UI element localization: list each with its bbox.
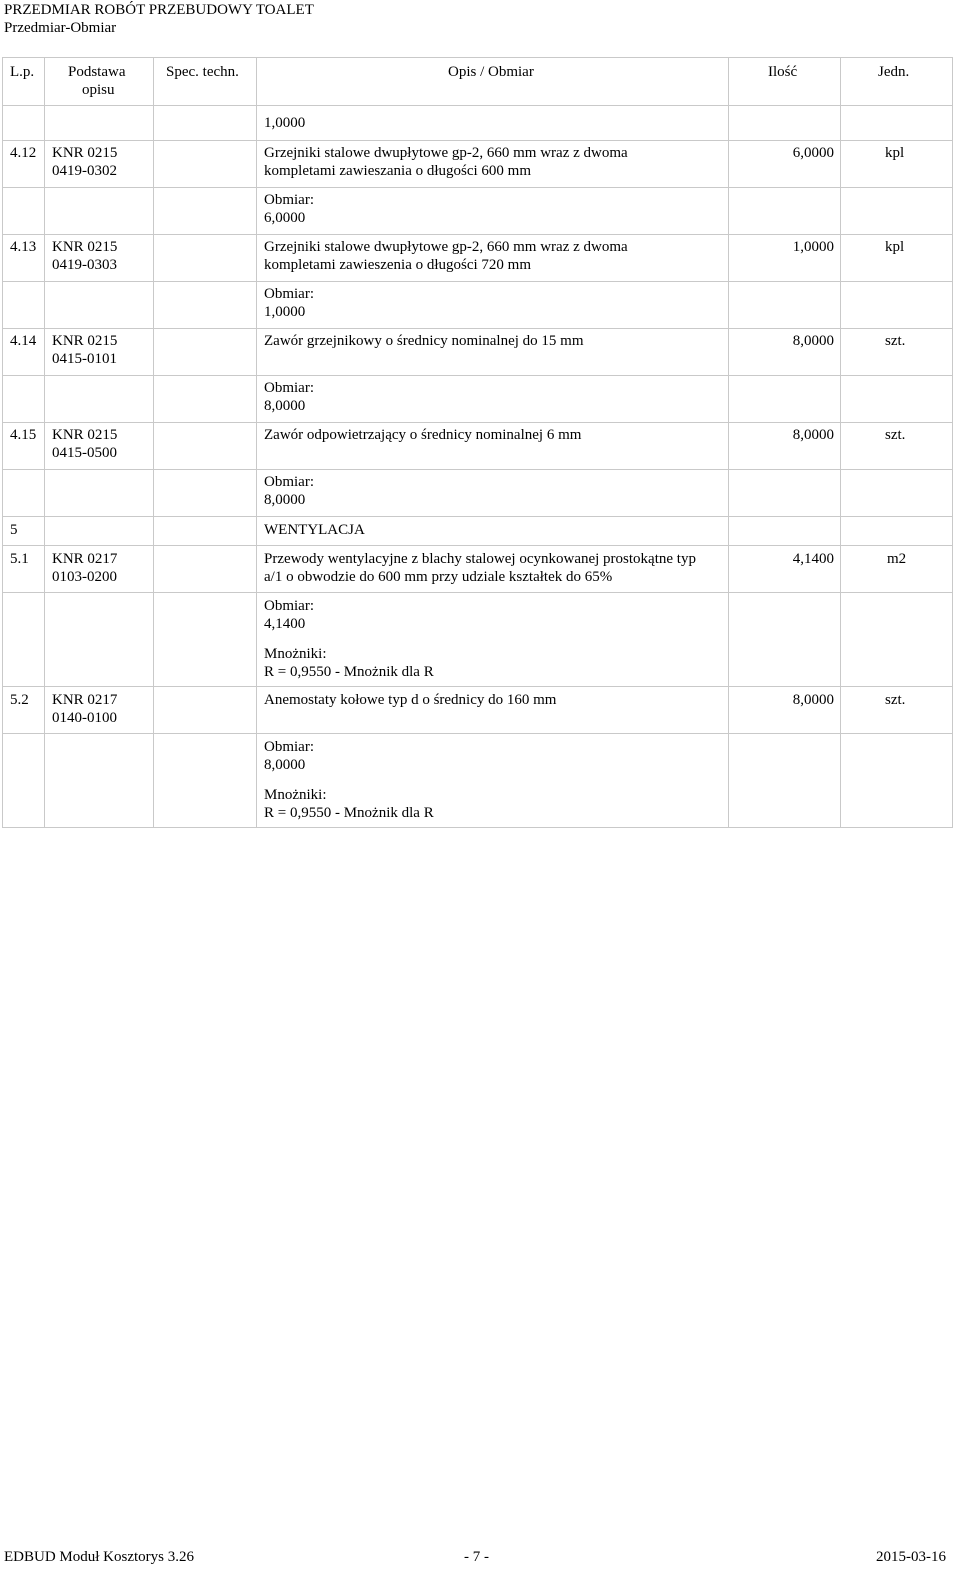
row-knr: KNR 0215 — [52, 145, 118, 161]
row-description: Anemostaty kołowe typ d o średnicy do 160 mm — [264, 692, 557, 708]
row-divider — [2, 516, 953, 517]
row-quantity: 6,0000 — [792, 145, 834, 161]
row-knr-code: 0140-0100 — [52, 710, 117, 726]
column-divider — [256, 57, 257, 828]
row-divider — [2, 545, 953, 546]
row-description: Zawór odpowietrzający o średnicy nominalnej 6 mm — [264, 427, 582, 443]
footer-software: EDBUD Moduł Kosztorys 3.26 — [4, 1549, 194, 1565]
row-knr-code: 0419-0302 — [52, 163, 117, 179]
row-quantity: 8,0000 — [792, 427, 834, 443]
row-lp: 4.13 — [10, 239, 37, 255]
obmiar-label: Obmiar: — [264, 380, 314, 396]
row-description: Grzejniki stalowe dwupłytowe gp-2, 660 mm wraz z dwoma — [264, 145, 628, 161]
row-description-cont: kompletami zawieszania o długości 600 mm — [264, 163, 532, 179]
column-divider — [153, 57, 154, 828]
row-divider — [2, 187, 953, 188]
row-knr: KNR 0215 — [52, 239, 118, 255]
obmiar-label: Obmiar: — [264, 739, 314, 755]
obmiar-value: 8,0000 — [264, 398, 306, 414]
row-divider — [2, 375, 953, 376]
header-lp: L.p. — [10, 64, 35, 80]
row-knr-code: 0415-0101 — [52, 351, 117, 367]
document-title: PRZEDMIAR ROBÓT PRZEBUDOWY TOALET — [4, 2, 314, 18]
section-title: WENTYLACJA — [264, 522, 365, 538]
obmiar-value: 1,0000 — [264, 304, 306, 320]
row-knr-code: 0419-0303 — [52, 257, 117, 273]
column-divider — [728, 57, 729, 828]
row-lp: 4.14 — [10, 333, 37, 349]
mnozniki-value: R = 0,9550 - Mnożnik dla R — [264, 664, 434, 680]
document-subtitle: Przedmiar-Obmiar — [4, 20, 117, 36]
row-unit: szt. — [885, 427, 906, 443]
footer-page-number: - 7 - — [464, 1549, 489, 1565]
table-border-bottom — [2, 827, 953, 828]
mnozniki-label: Mnożniki: — [264, 787, 327, 803]
mnozniki-label: Mnożniki: — [264, 646, 327, 662]
row-divider — [2, 140, 953, 141]
row-quantity: 1,0000 — [792, 239, 834, 255]
przedmiar-table — [2, 57, 953, 828]
row-divider — [2, 733, 953, 734]
row-lp: 5.1 — [10, 551, 29, 567]
row-knr: KNR 0215 — [52, 333, 118, 349]
row-unit: szt. — [885, 692, 906, 708]
table-border-top — [2, 57, 953, 58]
section-number: 5 — [10, 522, 18, 538]
row-unit: m2 — [887, 551, 907, 567]
row-knr-code: 0103-0200 — [52, 569, 117, 585]
column-divider — [44, 57, 45, 828]
row-knr: KNR 0217 — [52, 551, 118, 567]
obmiar-value: 8,0000 — [264, 492, 306, 508]
row-description: Grzejniki stalowe dwupłytowe gp-2, 660 mm wraz z dwoma — [264, 239, 628, 255]
row-lp: 5.2 — [10, 692, 29, 708]
obmiar-label: Obmiar: — [264, 474, 314, 490]
row-divider — [2, 469, 953, 470]
row-knr: KNR 0217 — [52, 692, 118, 708]
row-quantity: 4,1400 — [792, 551, 834, 567]
row-divider — [2, 105, 953, 106]
row-divider — [2, 592, 953, 593]
row-divider — [2, 422, 953, 423]
row-description: Zawór grzejnikowy o średnicy nominalnej do 15 mm — [264, 333, 584, 349]
row-quantity: 8,0000 — [792, 692, 834, 708]
column-divider — [840, 57, 841, 828]
row-divider — [2, 234, 953, 235]
row-description-cont: kompletami zawieszenia o długości 720 mm — [264, 257, 532, 273]
row-unit: kpl — [885, 145, 905, 161]
header-podstawa-opisu: opisu — [82, 82, 115, 98]
row-description-cont: a/1 o obwodzie do 600 mm przy udziale kształtek do 65% — [264, 569, 613, 585]
header-ilosc: Ilość — [768, 64, 798, 80]
row-divider — [2, 686, 953, 687]
row-divider — [2, 281, 953, 282]
obmiar-label: Obmiar: — [264, 192, 314, 208]
header-opis-obmiar: Opis / Obmiar — [448, 64, 534, 80]
obmiar-label: Obmiar: — [264, 598, 314, 614]
row-unit: kpl — [885, 239, 905, 255]
row-knr-code: 0415-0500 — [52, 445, 117, 461]
obmiar-value: 6,0000 — [264, 210, 306, 226]
header-jedn: Jedn. — [878, 64, 910, 80]
row-unit: szt. — [885, 333, 906, 349]
row-description: Przewody wentylacyjne z blachy stalowej ocynkowanej prostokątne typ — [264, 551, 696, 567]
row-lp: 4.12 — [10, 145, 37, 161]
row-knr: KNR 0215 — [52, 427, 118, 443]
table-border-left — [2, 57, 3, 828]
obmiar-value: 8,0000 — [264, 757, 306, 773]
row-lp: 4.15 — [10, 427, 37, 443]
carry-over-value: 1,0000 — [264, 115, 306, 131]
mnozniki-value: R = 0,9550 - Mnożnik dla R — [264, 805, 434, 821]
footer-date: 2015-03-16 — [876, 1549, 946, 1565]
row-quantity: 8,0000 — [792, 333, 834, 349]
row-divider — [2, 328, 953, 329]
obmiar-label: Obmiar: — [264, 286, 314, 302]
obmiar-value: 4,1400 — [264, 616, 306, 632]
table-border-right — [952, 57, 953, 828]
header-podstawa: Podstawa — [68, 64, 126, 80]
header-spec-techn: Spec. techn. — [166, 64, 239, 80]
